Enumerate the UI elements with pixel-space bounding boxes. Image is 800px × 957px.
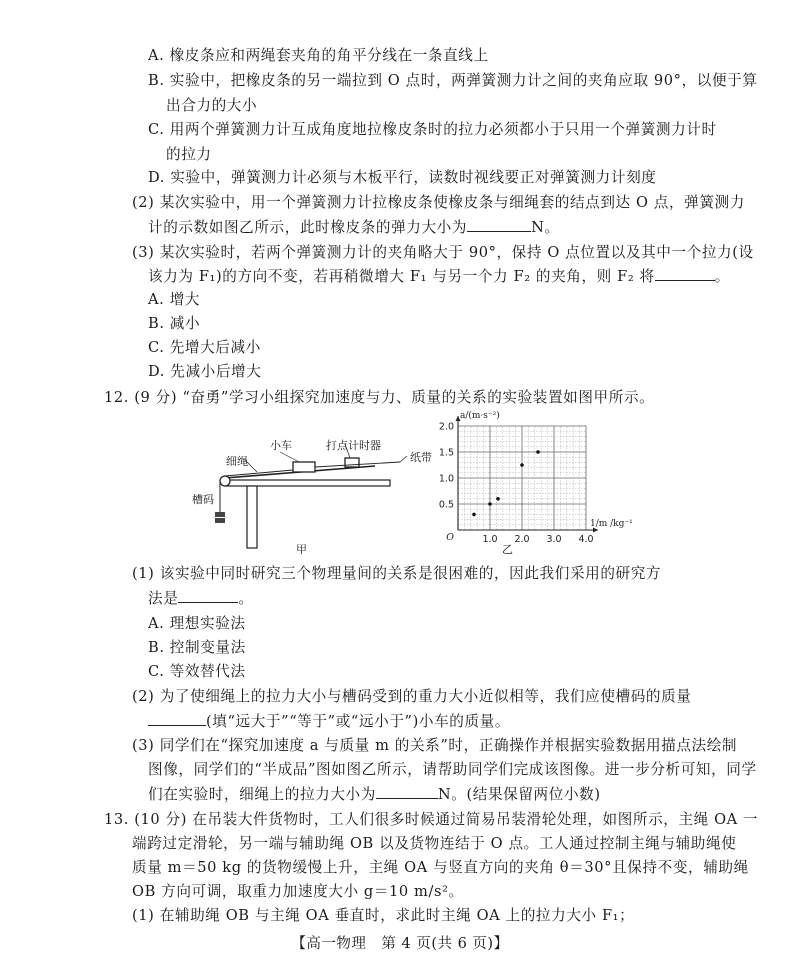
leader-tape (400, 456, 407, 462)
table-top (225, 480, 390, 486)
q11-1-option-c: C. 用两个弹簧测力计互成角度地拉橡皮条时的拉力必须都小于只用一个弹簧测力计时 (148, 121, 717, 138)
x-tick-label: 4.0 (578, 534, 594, 545)
x-axis-label: 1/m /kg⁻¹ (590, 519, 633, 529)
q12-1-end: 。 (238, 590, 254, 607)
q11-3-option-d: D. 先减小后增大 (148, 363, 262, 380)
q12-1-answer-blank[interactable] (178, 588, 238, 603)
q11-2-unit: N。 (531, 219, 560, 236)
q12-2-answer-blank[interactable] (148, 711, 206, 726)
q13-line3: 质量 m＝50 kg 的货物缓慢上升，主绳 OA 与竖直方向的夹角 θ＝30°且保持不变，辅助绳 (132, 859, 749, 876)
q12-1-option-c: C. 等效替代法 (148, 663, 246, 680)
y-tick-label: 1.0 (438, 473, 454, 485)
data-point (536, 450, 540, 454)
label-tape: 纸带 (410, 451, 432, 464)
table-leg (247, 486, 257, 548)
q12-1-text: 法是 (148, 590, 179, 607)
chart-grid (458, 426, 586, 530)
label-cart: 小车 (270, 439, 292, 452)
q12-3-line3 (148, 784, 601, 805)
q12-2-line1: (2) 为了使细绳上的拉力大小与槽码受到的重力大小近似相等，我们应使槽码的质量 (132, 688, 692, 705)
y-axis-label: a/(m·s⁻²) (460, 411, 500, 421)
q12-3-text: 们在实验时，细绳上的拉力大小为 (148, 786, 376, 803)
q11-1-option-d: D. 实验中，弹簧测力计必须与木板平行，读数时视线要正对弹簧测力计刻度 (148, 169, 657, 186)
q11-1-option-b-cont: 出合力的大小 (166, 97, 258, 114)
q12-1-line1: (1) 该实验中同时研究三个物理量间的关系是很困难的，因此我们采用的研究方 (132, 565, 662, 582)
timer (345, 458, 359, 467)
q11-1-option-a: A. 橡皮条应和两绳套夹角的角平分线在一条直线上 (148, 47, 489, 64)
q12-2-text: (填“远大于”“等于”或“远小于”)小车的质量。 (206, 713, 511, 730)
q11-3-option-a: A. 增大 (148, 291, 201, 308)
q12-2-line2 (148, 711, 510, 732)
q11-2-answer-blank[interactable] (467, 217, 531, 232)
q11-2-line2 (148, 217, 560, 238)
x-tick-label: 3.0 (546, 534, 562, 545)
pulley (220, 476, 230, 486)
q12-stem: 12. (9 分) “奋勇”学习小组探究加速度与力、质量的关系的实验装置如图甲所示。 (104, 389, 655, 406)
q12-3-answer-blank[interactable] (376, 784, 438, 799)
q12-1-option-b: B. 控制变量法 (148, 639, 246, 656)
q13-line5: (1) 在辅助绳 OB 与主绳 OA 垂直时，求此时主绳 OA 上的拉力大小 F₁； (132, 907, 635, 924)
q13-line4: OB 方向可调，取重力加速度大小 g＝10 m/s²。 (132, 883, 464, 900)
cart (293, 462, 315, 472)
figure-jia-apparatus (195, 432, 430, 557)
weight-block-1 (215, 512, 225, 517)
q11-1-option-b: B. 实验中，把橡皮条的另一端拉到 O 点时，两弹簧测力计之间的夹角应取 90°，以便于算 (148, 72, 758, 89)
q11-3-answer-blank[interactable] (655, 266, 715, 281)
q12-1-option-a: A. 理想实验法 (148, 615, 246, 632)
origin-label: O (446, 532, 454, 543)
data-point (472, 513, 476, 517)
data-point (520, 463, 524, 467)
figure-yi-chart (418, 411, 633, 552)
q11-3-text: 该力为 F₁)的方向不变，若再稍微增大 F₁ 与另一个力 F₂ 的夹角，则 F₂ 将 (148, 268, 655, 285)
data-point (488, 502, 492, 506)
q12-3-line1: (3) 同学们在“探究加速度 a 与质量 m 的关系”时，正确操作并根据实验数据用描点法绘制 (132, 737, 738, 754)
q13-line2: 端跨过定滑轮，另一端与辅助绳 OB 以及货物连结于 O 点。工人通过控制主绳与辅助绳使 (132, 835, 737, 852)
q12-1-line2 (148, 588, 254, 609)
q11-2-text: 计的示数如图乙所示，此时橡皮条的弹力大小为 (148, 219, 468, 236)
q11-3-line2 (148, 266, 730, 287)
q12-3-line2: 图像，同学们的“半成品”图如图乙所示，请帮助同学们完成该图像。进一步分析可知，同学 (148, 761, 757, 778)
x-tick-label: 1.0 (482, 534, 498, 545)
label-weight: 槽码 (192, 493, 214, 506)
x-tick-label: 2.0 (514, 534, 530, 545)
q11-3-option-b: B. 减小 (148, 315, 201, 332)
data-point (496, 497, 500, 501)
q11-3-end: 。 (714, 268, 730, 285)
y-tick-label: 2.0 (438, 421, 454, 433)
q13-line1: 13. (10 分) 在吊装大件货物时，工人们很多时候通过简易吊装滑轮处理，如图所示，主绳 OA 一 (104, 811, 759, 828)
y-tick-label: 0.5 (438, 499, 454, 511)
label-rope: 细绳 (226, 455, 248, 468)
q11-2-line1: (2) 某次实验中，用一个弹簧测力计拉橡皮条使橡皮条与细绳套的结点到达 O 点，弹簧测力 (132, 194, 745, 211)
page-footer: 【高一物理 第 4 页(共 6 页)】 (291, 936, 509, 952)
caption-jia: 甲 (296, 543, 307, 556)
q11-1-option-c-cont: 的拉力 (166, 146, 212, 163)
q11-3-option-c: C. 先增大后减小 (148, 339, 261, 356)
caption-yi: 乙 (502, 543, 513, 556)
y-tick-label: 1.5 (438, 447, 454, 459)
q11-3-line1: (3) 某次实验时，若两个弹簧测力计的夹角略大于 90°，保持 O 点位置以及其中一个拉力(设 (132, 244, 754, 261)
weight-block-2 (215, 518, 225, 523)
q12-3-end: N。(结果保留两位小数) (437, 786, 601, 803)
label-timer: 打点计时器 (326, 439, 381, 452)
chart-axes (456, 416, 599, 533)
